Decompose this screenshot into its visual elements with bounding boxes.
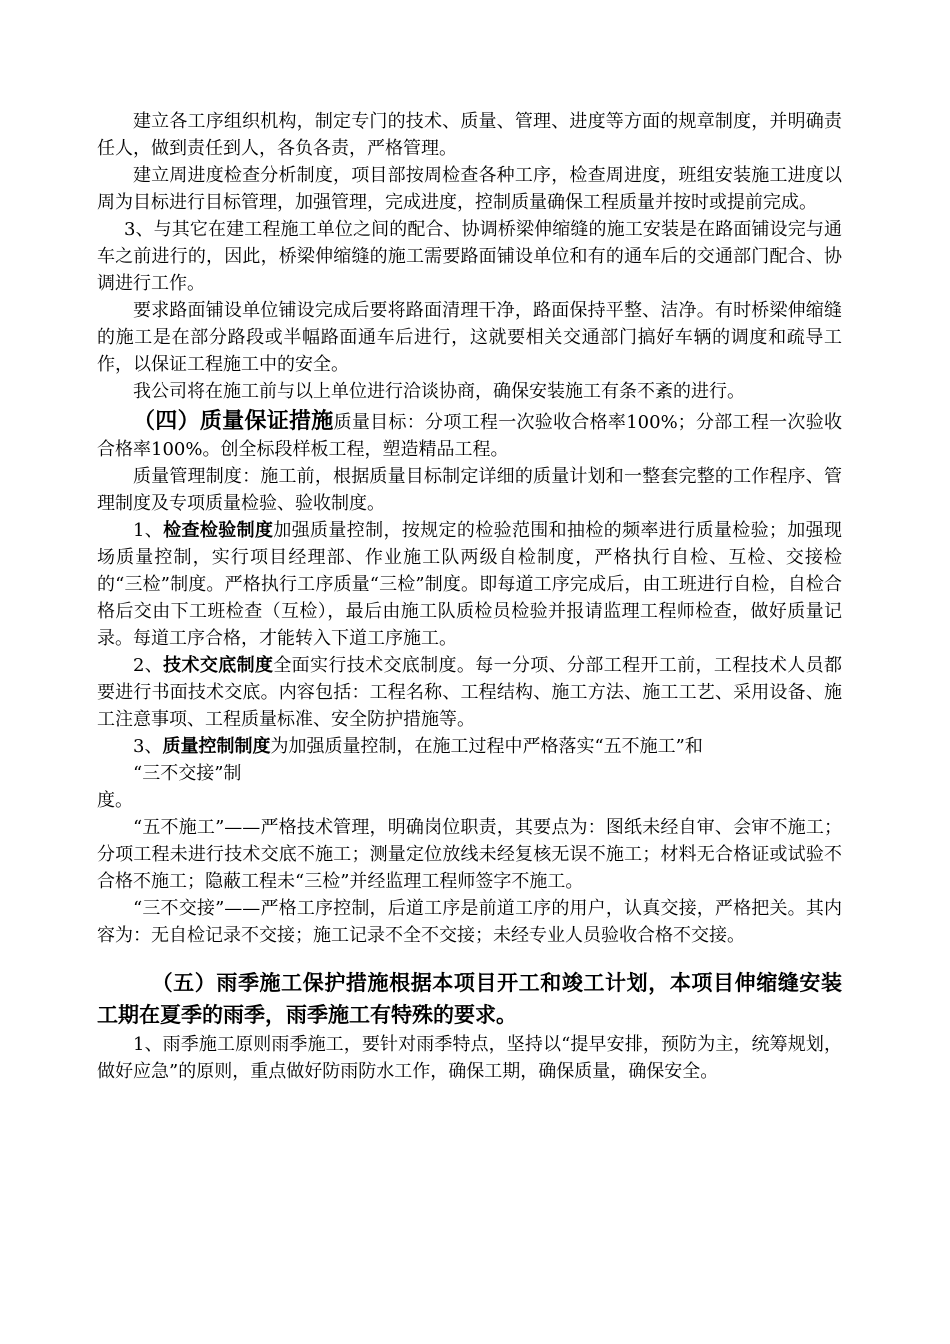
item-title: 技术交底制度 — [163, 655, 274, 676]
paragraph-quality-management: 质量管理制度：施工前，根据质量目标制定详细的质量计划和一整套完整的工作程序、管理制度及专项质量检验、验收制度。 — [97, 466, 842, 514]
section-5-heading: （五）雨季施工保护措施根据本项目开工和竣工计划，本项目伸缩缝安装工期在夏季的雨季，雨季施工有特殊的要求。 — [97, 971, 842, 1027]
item-text: 为加强质量控制，在施工过程中严格落实“五不施工”和 — [270, 736, 703, 757]
paragraph-negotiation: 我公司将在施工前与以上单位进行洽谈协商，确保安装施工有条不紊的进行。 — [133, 381, 745, 402]
item-quality-control — [97, 733, 842, 760]
item-quality-control-line2: “三不交接”制 — [133, 763, 242, 784]
item-text: 加强质量控制，按规定的检验范围和抽检的频率进行质量检验；加强现场质量控制，实行项目经理部、作业施工队两级自检制度，严格执行自检、互检、交接检的“三检”制度。严格执行工序质量“三检”制度。即每道工序完成后，由工班进行自检，自检合格后交由下工班检查（互检），最后由施工队质检员检验并报请监理工程师检查，做好质量记录。每道工序合格，才能转入下道工序施工。 — [97, 520, 843, 649]
item-number: 1、 — [133, 520, 164, 541]
item-inspection — [97, 517, 842, 652]
paragraph-three-no-handover: “三不交接”——严格工序控制，后道工序是前道工序的用户，认真交接，严格把关。其内容为：无自检记录不交接；施工记录不全不交接；未经专业人员验收合格不交接。 — [97, 898, 842, 946]
item-text: 全面实行技术交底制度。每一分项、分部工程开工前，工程技术人员都要进行书面技术交底。内容包括：工程名称、工程结构、施工方法、施工工艺、采用设备、施工注意事项、工程质量标准、安全防护措施等。 — [97, 655, 843, 730]
paragraph-organization: 建立各工序组织机构，制定专门的技术、质量、管理、进度等方面的规章制度，并明确责任人，做到责任到人，各负各责，严格管理。 — [97, 111, 842, 159]
paragraph-weekly-progress: 建立周进度检查分析制度，项目部按周检查各种工序，检查周进度，班组安装施工进度以周为目标进行目标管理，加强管理，完成进度，控制质量确保工程质量并按时或提前完成。 — [97, 165, 842, 213]
item-title: 质量控制制度 — [162, 736, 271, 757]
item-number: 3、 — [133, 736, 163, 757]
item-technical-briefing — [97, 652, 842, 733]
paragraph-coordination: 3、与其它在建工程施工单位之间的配合、协调桥梁伸缩缝的施工安装是在路面铺设完与通车之前进行的，因此，桥梁伸缩缝的施工需要路面铺设单位和有的通车后的交通部门配合、协调进行工作。 — [97, 219, 842, 294]
item-title: 检查检验制度 — [163, 520, 274, 541]
item-quality-control-line3: 度。 — [97, 790, 133, 811]
paragraph-five-no-construction: “五不施工”——严格技术管理，明确岗位职责，其要点为：图纸未经自审、会审不施工；分项工程未进行技术交底不施工；测量定位放线未经复核无误不施工；材料无合格证或试验不合格不施工；隐蔽工程未“三检”并经监理工程师签字不施工。 — [97, 817, 842, 892]
section-4-heading: （四）质量保证措施 — [133, 409, 334, 434]
paragraph-rainy-season-principle: 1、雨季施工原则雨季施工，要针对雨季特点，坚持以“提早安排，预防为主，统筹规划，做好应急”的原则，重点做好防雨防水工作，确保工期，确保质量，确保安全。 — [97, 1034, 842, 1082]
item-number: 2、 — [133, 655, 164, 676]
quality-target-text: 质量目标：分项工程一次验收合格率100%；分部工程一次验收合格率100%。创全标段样板工程，塑造精品工程。 — [97, 412, 842, 460]
section-4-paragraph — [97, 408, 842, 463]
document-page — [97, 108, 842, 1085]
paragraph-road-paving: 要求路面铺设单位铺设完成后要将路面清理干净，路面保持平整、洁净。有时桥梁伸缩缝的施工是在部分路段或半幅路面通车后进行，这就要相关交通部门搞好车辆的调度和疏导工作，以保证工程施工中的安全。 — [97, 300, 842, 375]
